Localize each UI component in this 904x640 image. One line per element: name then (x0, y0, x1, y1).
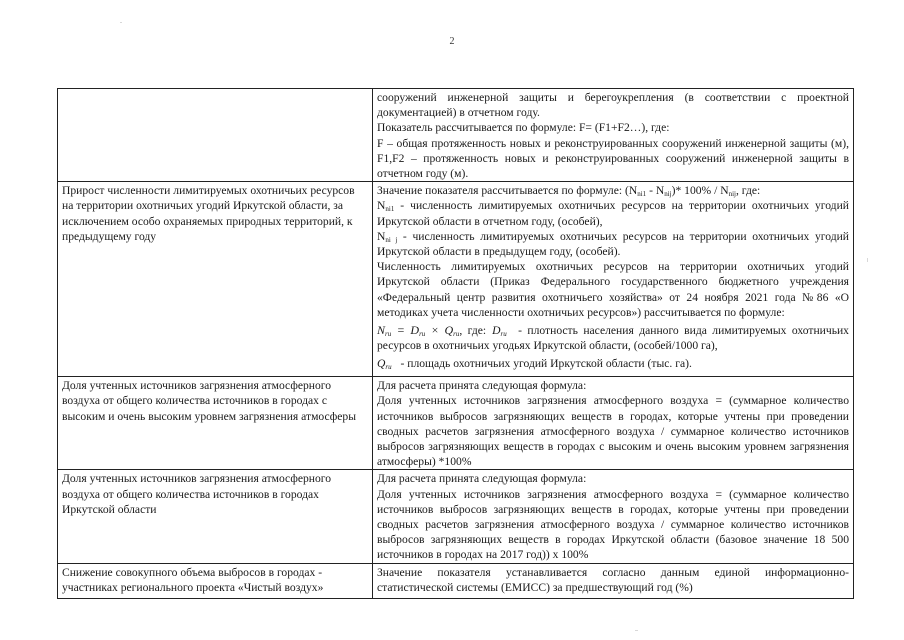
indicator-cell: Снижение совокупного объема выбросов в городах - участниках регионального проекта «Чистый воздух» (58, 563, 373, 598)
method-line: сооружений инженерной защиты и берегоукрепления (в соответствии с проектной документацией) в отчетном году. (377, 91, 849, 120)
method-line: Доля учтенных источников загрязнения атмосферного воздуха = (суммарное количество источников выбросов загрязняющих веществ в городах, которые учтены при проведении сводных расчетов загрязнения атмосферного воздуха / суммарное количество источников выбросов загрязняющих веществ в городах Иркутской области (базовое значение 18 500 источников в городах на 2017 год)) х 100% (377, 487, 849, 562)
page-number: 2 (449, 36, 455, 47)
equation: $N_{ru} = D_{ru} \times Q_{ru}$ (377, 323, 460, 339)
indicator-cell: Прирост численности лимитируемых охотничьих ресурсов на территории охотничьих угодий Иркутской области, за исключением особо охраняемых природных территорий, к предыдущему году (58, 182, 373, 377)
definition-current: $N_{ni1}$ - численность лимитируемых охотничьих ресурсов на территории охотничьих угодий Иркутской области в отчетном году, (особей), (377, 199, 849, 228)
method-line: Доля учтенных источников загрязнения атмосферного воздуха = (суммарное количество источников выбросов загрязняющих веществ в городах, которые учтены при проведении сводных расчетов загрязнения атмосферного воздуха / суммарное количество источников выбросов загрязняющих веществ в городах с высоким и очень высоким уровнем загрязнения атмосферы) *100% (377, 394, 849, 469)
method-line: Значение показателя устанавливается согласно данным единой информационно-статистической системы (ЕМИСС) за предшествующий год (%) (377, 565, 849, 594)
scan-speck (867, 258, 868, 262)
table-row (58, 377, 854, 470)
density-formula: $N_{ru} = D_{ru} \times Q_{ru}$, где: $D_{ru}$ - плотность населения данного вида лимитируемых охотничьих ресурсов в охотничьих угодьях Иркутской области, (особей/1000 га), (377, 323, 849, 353)
method-cell (373, 470, 854, 563)
method-line: Показатель рассчитывается по формуле: F= (F1+F2…), где: (377, 121, 670, 135)
method-cell (373, 377, 854, 470)
formula-intro: Значение показателя рассчитывается по формуле: $(N_{ni1} - N_{nij})*$ $100\% / N_{nij}$, где: (377, 184, 761, 199)
method-line: Для расчета принята следующая формула: (377, 379, 587, 393)
scan-speck (635, 630, 638, 631)
table-row (58, 89, 854, 182)
scan-speck (120, 22, 122, 23)
table-row (58, 182, 854, 377)
density-symbol: $D_{ru}$ (492, 324, 507, 339)
method-cell (373, 182, 854, 377)
area-symbol: $Q_{ru}$ (377, 357, 392, 372)
method-cell (373, 563, 854, 598)
methodology-paragraph: Численность лимитируемых охотничьих ресурсов на территории охотничьих угодий Иркутской области (Приказ Федерального государственного бюджетного учреждения «Федеральный центр развития охотничьего хозяйства» от 24 ноября 2021 года №86 «О методиках учета численности охотничьих ресурсов») рассчитывается по формуле: (377, 260, 849, 319)
indicators-table (57, 88, 854, 599)
indicator-cell: Доля учтенных источников загрязнения атмосферного воздуха от общего количества источников в городах Иркутской области (58, 470, 373, 563)
area-definition: $Q_{ru}$ - площадь охотничьих угодий Иркутской области (тыс. га). (377, 357, 692, 372)
method-line: Для расчета принята следующая формула: (377, 472, 587, 486)
table-row (58, 470, 854, 563)
definition-previous: $N_{ni j}$ - численность лимитируемых охотничьих ресурсов на территории охотничьих угодий Иркутской области в предыдущем году, (особей). (377, 229, 850, 259)
method-line: F – общая протяженность новых и реконструированных сооружений инженерной защиты (м), F1,F2 – протяженность новых и реконструированных сооружений инженерной защиты в отчетном году (м). (377, 136, 849, 181)
method-cell (373, 89, 854, 182)
table-row (58, 563, 854, 598)
indicator-cell (58, 89, 373, 182)
indicator-cell: Доля учтенных источников загрязнения атмосферного воздуха от общего количества источников в городах с высоким и очень высоким уровнем загрязнения атмосферы (58, 377, 373, 470)
